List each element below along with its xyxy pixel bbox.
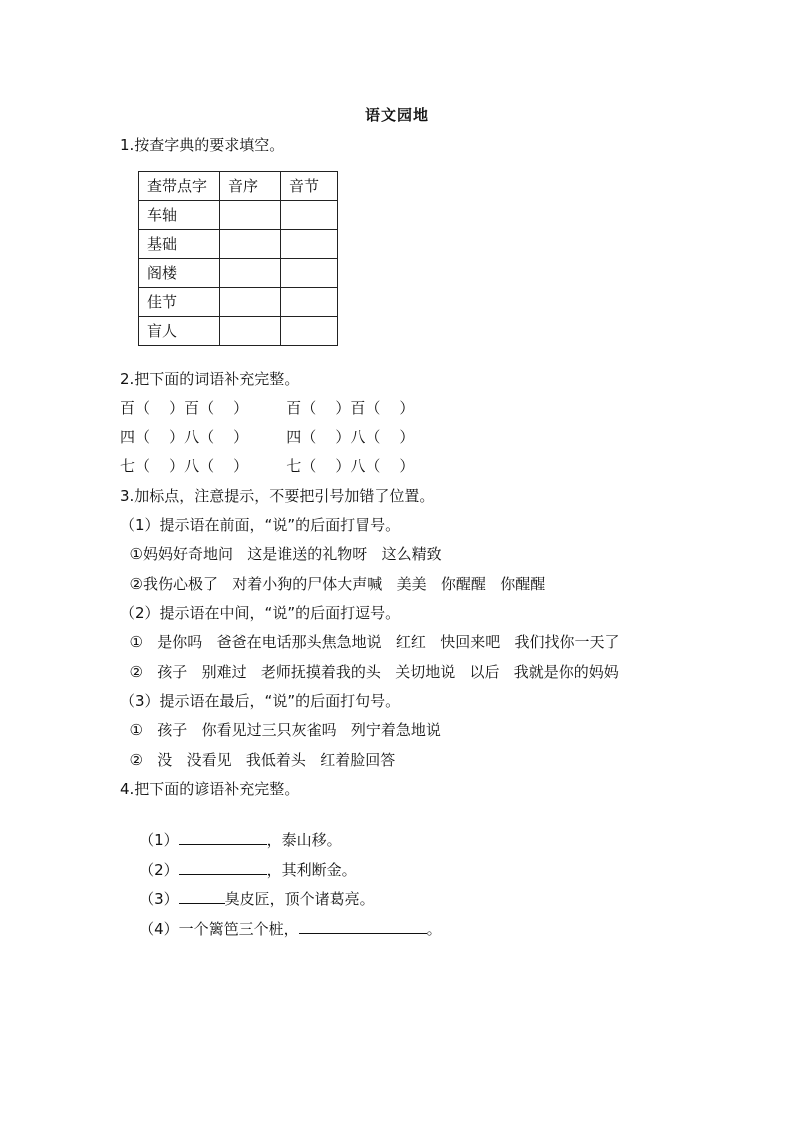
q3-line: ②我伤心极了 对着小狗的尸体大声喊 美美 你醒醒 你醒醒 bbox=[120, 575, 546, 593]
table-cell-blank[interactable] bbox=[281, 259, 338, 288]
table-cell-blank[interactable] bbox=[220, 288, 281, 317]
q2-heading: 2.把下面的词语补充完整。 bbox=[120, 370, 300, 388]
proverb-item bbox=[120, 897, 442, 959]
q2-line: 七（ ）八（ ） 七（ ）八（ ） bbox=[120, 457, 415, 475]
proverb-prefix: （2） bbox=[139, 861, 179, 879]
table-cell-blank[interactable] bbox=[281, 230, 338, 259]
page-title: 语文园地 bbox=[364, 106, 429, 124]
q2-line: 四（ ）八（ ） 四（ ）八（ ） bbox=[120, 428, 415, 446]
table-cell-blank[interactable] bbox=[220, 201, 281, 230]
proverb-suffix: 臭皮匠，顶个诸葛亮。 bbox=[224, 890, 375, 908]
table-cell-word: 佳节 bbox=[139, 288, 220, 317]
table-row bbox=[139, 317, 338, 346]
dictionary-table bbox=[138, 171, 338, 346]
proverb-prefix: （1） bbox=[139, 831, 179, 849]
proverb-suffix: 。 bbox=[426, 920, 442, 938]
q3-line: （3）提示语在最后，“说”的后面打句号。 bbox=[120, 692, 401, 710]
q3-line: ①妈妈好奇地问 这是谁送的礼物呀 这么精致 bbox=[120, 545, 442, 563]
table-row bbox=[139, 230, 338, 259]
proverb-prefix: （4）一个篱笆三个桩， bbox=[139, 920, 299, 938]
q3-heading: 3.加标点，注意提示，不要把引号加错了位置。 bbox=[120, 487, 435, 505]
proverb-prefix: （3） bbox=[139, 890, 179, 908]
q4-heading: 4.把下面的谚语补充完整。 bbox=[120, 780, 300, 798]
table-header-cell: 音序 bbox=[220, 172, 281, 201]
table-cell-word: 阁楼 bbox=[139, 259, 220, 288]
table-cell-blank[interactable] bbox=[220, 317, 281, 346]
table-cell-blank[interactable] bbox=[281, 288, 338, 317]
table-cell-blank[interactable] bbox=[220, 230, 281, 259]
table-row bbox=[139, 288, 338, 317]
proverb-suffix: ，其利断金。 bbox=[266, 861, 357, 879]
table-row bbox=[139, 259, 338, 288]
table-cell-blank[interactable] bbox=[281, 317, 338, 346]
proverb-blank[interactable] bbox=[299, 917, 427, 934]
table-cell-word: 基础 bbox=[139, 230, 220, 259]
table-header-cell: 查带点字 bbox=[139, 172, 220, 201]
table-header-cell: 音节 bbox=[281, 172, 338, 201]
q3-line: ② 没 没看见 我低着头 红着脸回答 bbox=[120, 751, 396, 769]
q1-heading: 1.按查字典的要求填空。 bbox=[120, 136, 285, 154]
q3-line: ① 孩子 你看见过三只灰雀吗 列宁着急地说 bbox=[120, 721, 441, 739]
table-header-row bbox=[139, 172, 338, 201]
table-cell-word: 车轴 bbox=[139, 201, 220, 230]
q2-line: 百（ ）百（ ） 百（ ）百（ ） bbox=[120, 399, 415, 417]
table-cell-blank[interactable] bbox=[281, 201, 338, 230]
table-cell-blank[interactable] bbox=[220, 259, 281, 288]
q3-line: （2）提示语在中间，“说”的后面打逗号。 bbox=[120, 604, 401, 622]
proverb-suffix: ，泰山移。 bbox=[266, 831, 342, 849]
table-cell-word: 盲人 bbox=[139, 317, 220, 346]
q3-line: （1）提示语在前面，“说”的后面打冒号。 bbox=[120, 516, 401, 534]
q3-line: ① 是你吗 爸爸在电话那头焦急地说 红红 快回来吧 我们找你一天了 bbox=[120, 633, 620, 651]
q3-line: ② 孩子 别难过 老师抚摸着我的头 关切地说 以后 我就是你的妈妈 bbox=[120, 663, 619, 681]
table-row bbox=[139, 201, 338, 230]
